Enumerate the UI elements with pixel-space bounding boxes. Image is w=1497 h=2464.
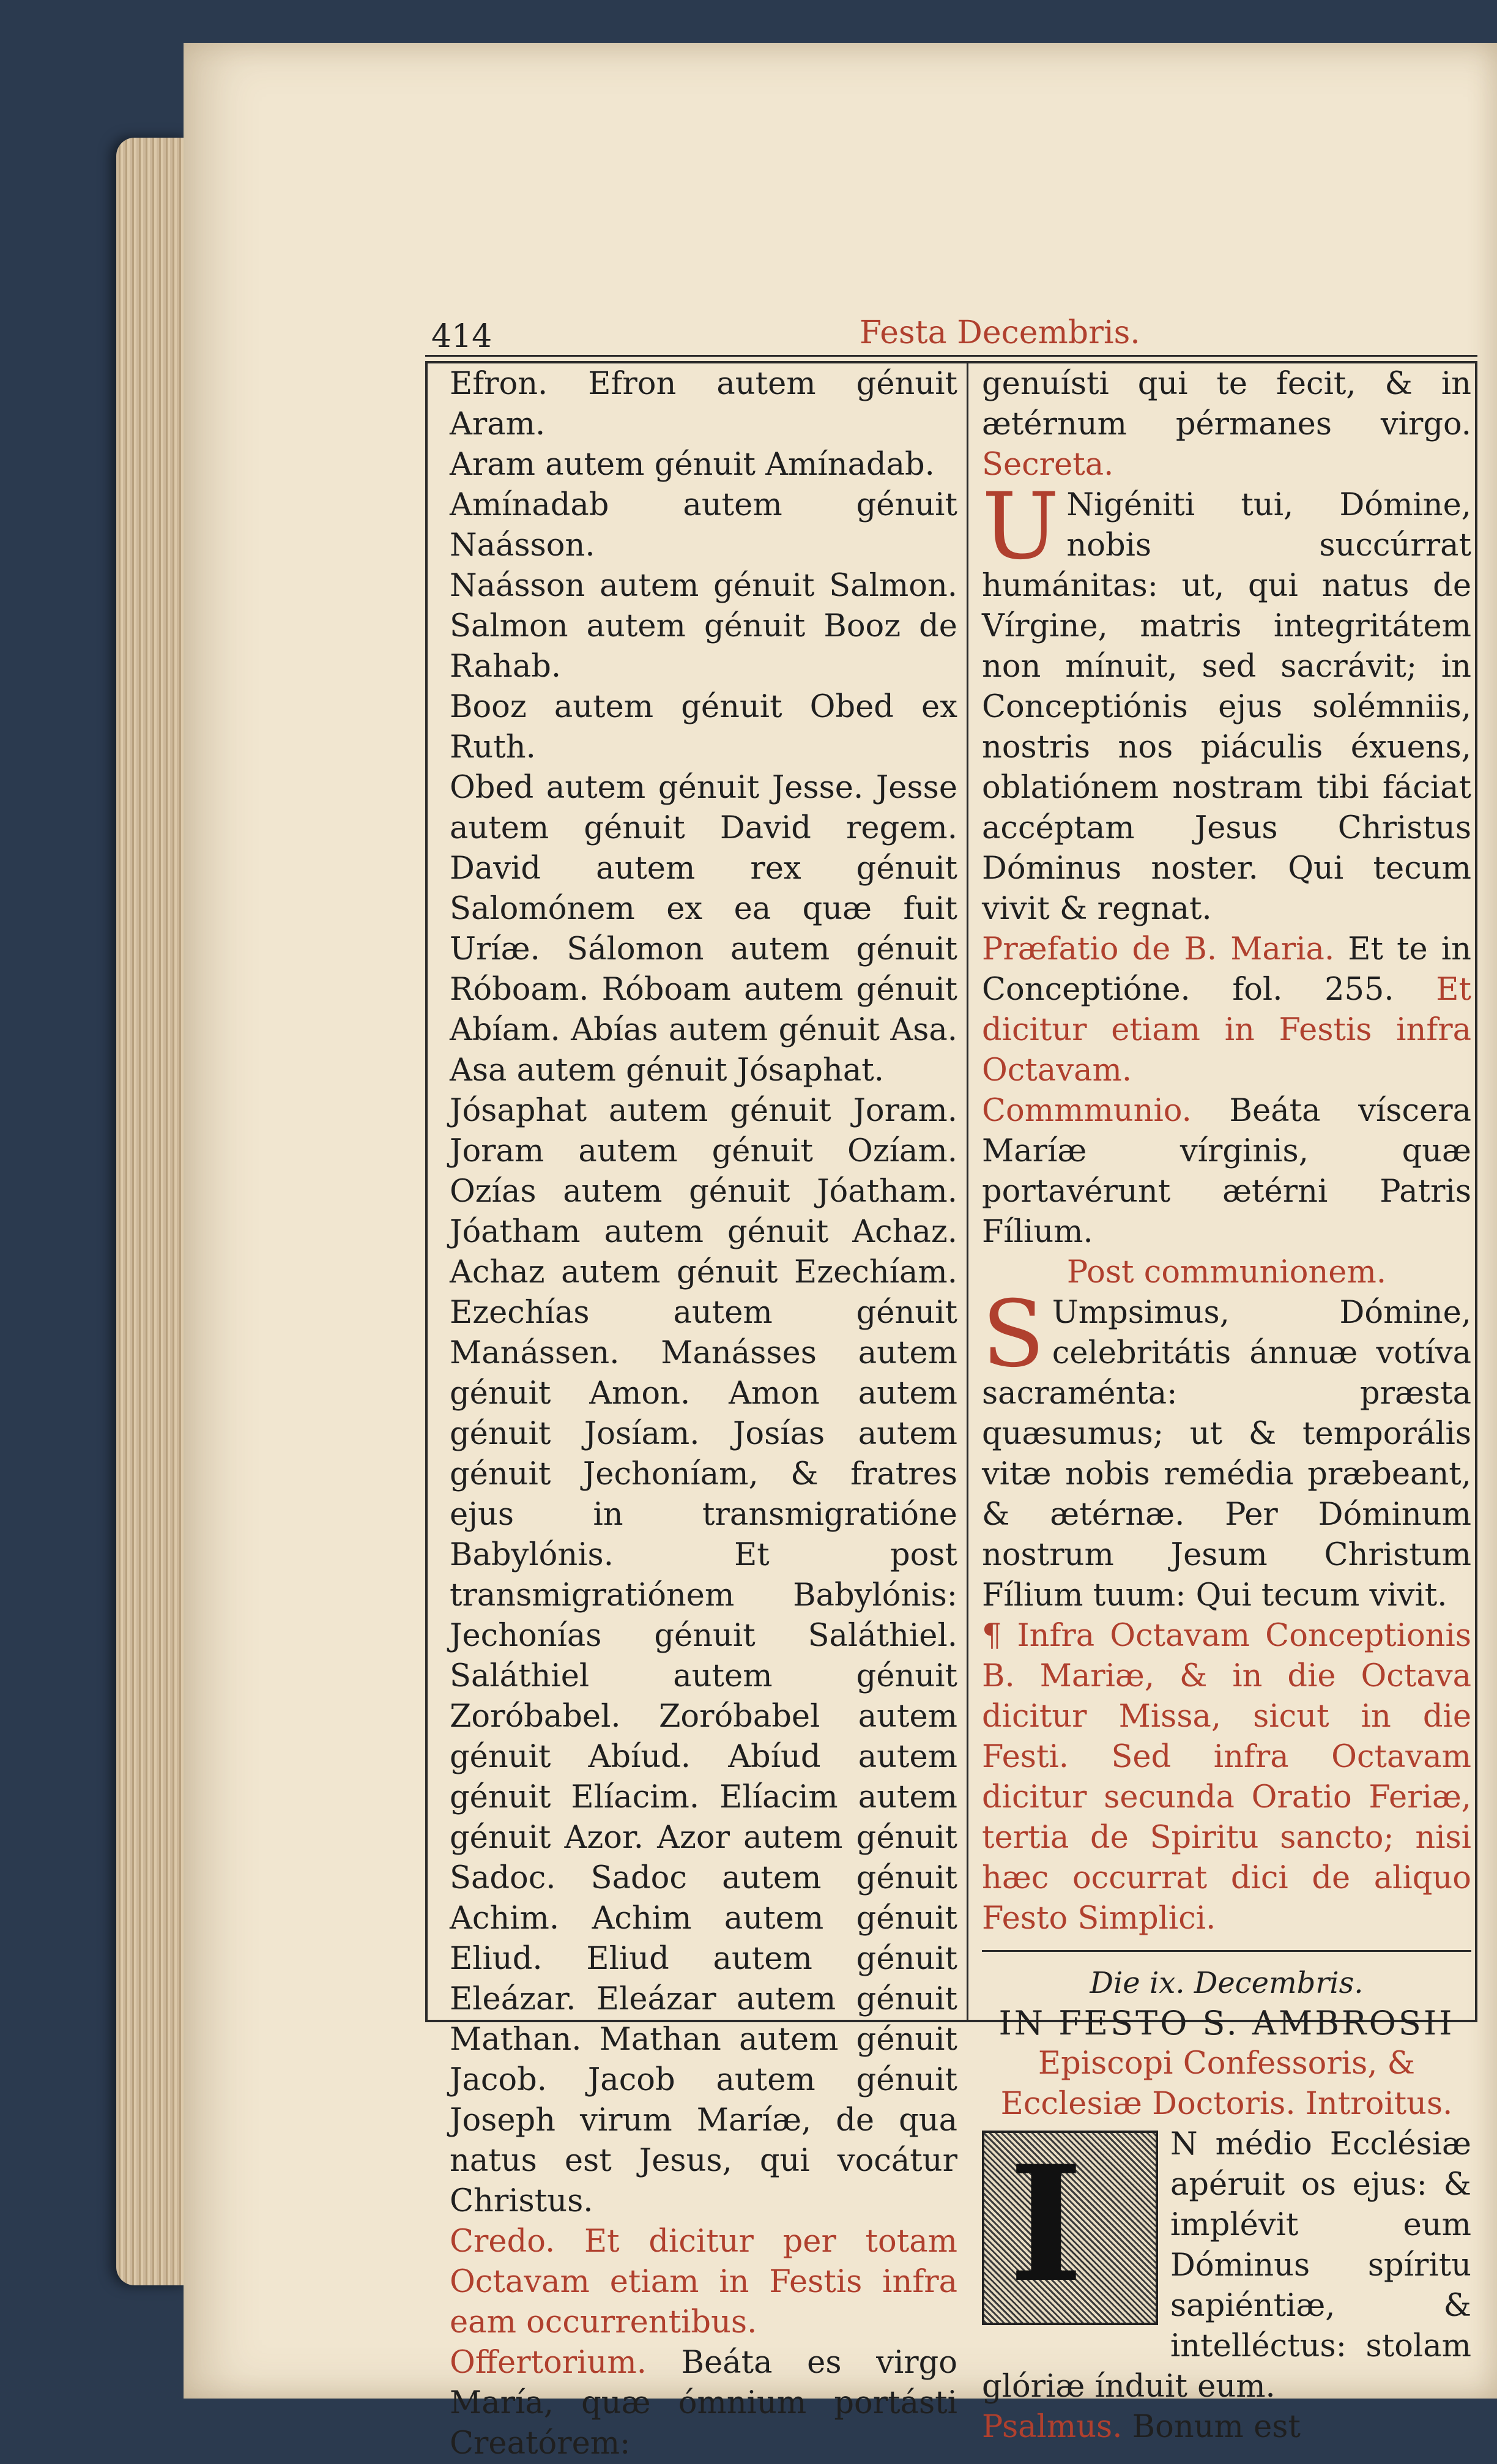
praefatio-paragraph: [982, 929, 1471, 1091]
column-divider: [967, 361, 968, 2022]
header-rule: [425, 355, 1477, 357]
right-column: [970, 361, 1477, 2445]
genealogy-line: Obed autem génuit Jesse. Jesse autem génuit David regem. David autem rex génuit Salomónem ex ea quæ fuit Uríæ. Sálomon autem génuit Róboam. Róboam autem génuit Abíam. Abías autem génuit Asa. Asa autem génuit Jósaphat.: [450, 770, 957, 1089]
introitus-label: Introitus.: [1305, 2086, 1453, 2122]
woodcut-initial-image: [982, 2131, 1158, 2325]
left-column: [431, 361, 964, 2462]
secreta-label: Secreta.: [982, 447, 1114, 483]
genealogy-line: Efron. Efron autem génuit Aram.: [450, 366, 957, 442]
credo-paragraph: [450, 2222, 957, 2343]
praefatio-label: Præfatio de B. Maria.: [982, 931, 1335, 967]
octave-rubric: ¶ Infra Octavam Conceptionis B. Mariæ, & in die Octava dicitur Missa, sicut in die Festi. Sed infra Octavam dicitur secunda Oratio Feriæ, tertia de Spiritu sancto; nisi hæc occurrat dici de aliquo Festo Simplici.: [982, 1618, 1471, 1937]
psalmus-label: Psalmus.: [982, 2409, 1123, 2445]
genealogy-line: Amínadab autem génuit Naásson.: [450, 487, 957, 564]
credo-label: Credo.: [450, 2224, 555, 2260]
genealogy-line: Jósaphat autem génuit Joram. Joram autem génuit Ozíam. Ozías autem génuit Jóatham. Jóatham autem génuit Achaz. Achaz autem génuit Ezechíam. Ezechías autem génuit Manássen. Manásses autem génuit Amon. Amon autem génuit Josíam. Josías autem génuit Jechoníam, & fratres ejus in transmigratióne Babylónis. Et post transmigratiónem Babylónis: Jechonías génuit Saláthiel. Saláthiel autem génuit Zoróbabel. Zoróbabel autem génuit Abíud. Abíud autem génuit Elíacim. Elíacim autem génuit Azor. Azor autem génuit Sadoc. Sadoc autem génuit Achim. Achim autem génuit Eliud. Eliud autem génuit Eleázar. Eleázar autem génuit Mathan. Mathan autem génuit Jacob. Jacob autem génuit Joseph virum Maríæ, de qua natus est Jesus, qui vocátur Christus.: [450, 1093, 957, 2219]
page-number: 414: [431, 318, 492, 355]
introitus-block: [982, 2124, 1471, 2447]
introitus-text: N médio Ecclésiæ apéruit os ejus: & implévit eum Dóminus spíritu sapiéntiæ, & intelléctus: stolam glóriæ índuit eum.: [982, 2126, 1471, 2405]
feast-heading: IN FESTO S. AMBROSII: [998, 2004, 1455, 2042]
communio-text: Beáta víscera Maríæ vírginis, quæ portavérunt ætérni Patris Fílium.: [982, 1093, 1471, 1250]
offertory-continuation: [982, 364, 1471, 485]
secreta-drop-initial: U: [982, 474, 1060, 580]
praefatio-note: Et dicitur etiam in Festis infra Octavam.: [982, 972, 1472, 1089]
offertorium-paragraph: [450, 2343, 957, 2464]
offertorium-label: Offertorium.: [450, 2345, 647, 2381]
feast-subheading: [982, 2044, 1471, 2124]
running-title: Festa Decembris.: [860, 315, 1140, 351]
secreta-text: Nigéniti tui, Dómine, nobis succúrrat humánitas: ut, qui natus de Vírgine, matris integritátem non mínuit, sed sacrávit; in Conceptiónis ejus solémniis, nostris nos piáculis éxuens, oblatiónem nostram tibi fáciat accéptam Jesus Christus Dóminus noster. Qui tecum vivit & regnat.: [982, 487, 1471, 927]
credo-note: Et dicitur per totam Octavam etiam in Festis infra eam occurrentibus.: [450, 2224, 957, 2340]
genealogy-line: Booz autem génuit Obed ex Ruth.: [450, 689, 957, 765]
communio-paragraph: [982, 1091, 1471, 1252]
secreta-paragraph: [982, 474, 1471, 929]
offertory-continuation-text: genuísti qui te fecit, & in ætérnum pérmanes virgo.: [982, 366, 1471, 442]
postcommunio-text: Umpsimus, Dómine, celebritátis ánnuæ votíva sacraménta: præsta quæsumus; ut & temporális vitæ nobis remédia præbeant, & ætérnæ. Per Dóminum nostrum Jesum Christum Fílium tuum: Qui tecum vivit.: [982, 1295, 1471, 1614]
postcommunio-label: Post communionem.: [1066, 1254, 1387, 1290]
psalmus-text: Bonum est: [1132, 2409, 1301, 2445]
woodcut-initial-letter: I: [1009, 2131, 1083, 2318]
feast-subheading-text: Episcopi Confessoris, & Ecclesiæ Doctoris.: [1000, 2045, 1416, 2122]
postcommunio-drop-initial: S: [982, 1281, 1045, 1388]
psalmus-line: [982, 2407, 1471, 2447]
postcommunio-paragraph: [982, 1281, 1471, 1616]
praefatio-text: Et te in Conceptióne. fol. 255.: [982, 931, 1471, 1008]
offertorium-text: Beáta es virgo María, quæ ómnium portásti Creatórem:: [450, 2345, 957, 2462]
communio-label: Commmunio.: [982, 1093, 1192, 1129]
genealogy-line: Naásson autem génuit Salmon. Salmon autem génuit Booz de Rahab.: [450, 568, 957, 685]
genealogy-line: Aram autem génuit Amínadab.: [450, 447, 935, 483]
book-page-edges: [116, 138, 190, 2285]
day-heading: Die ix. Decembris.: [1090, 1966, 1364, 2000]
section-divider: [982, 1950, 1471, 1952]
